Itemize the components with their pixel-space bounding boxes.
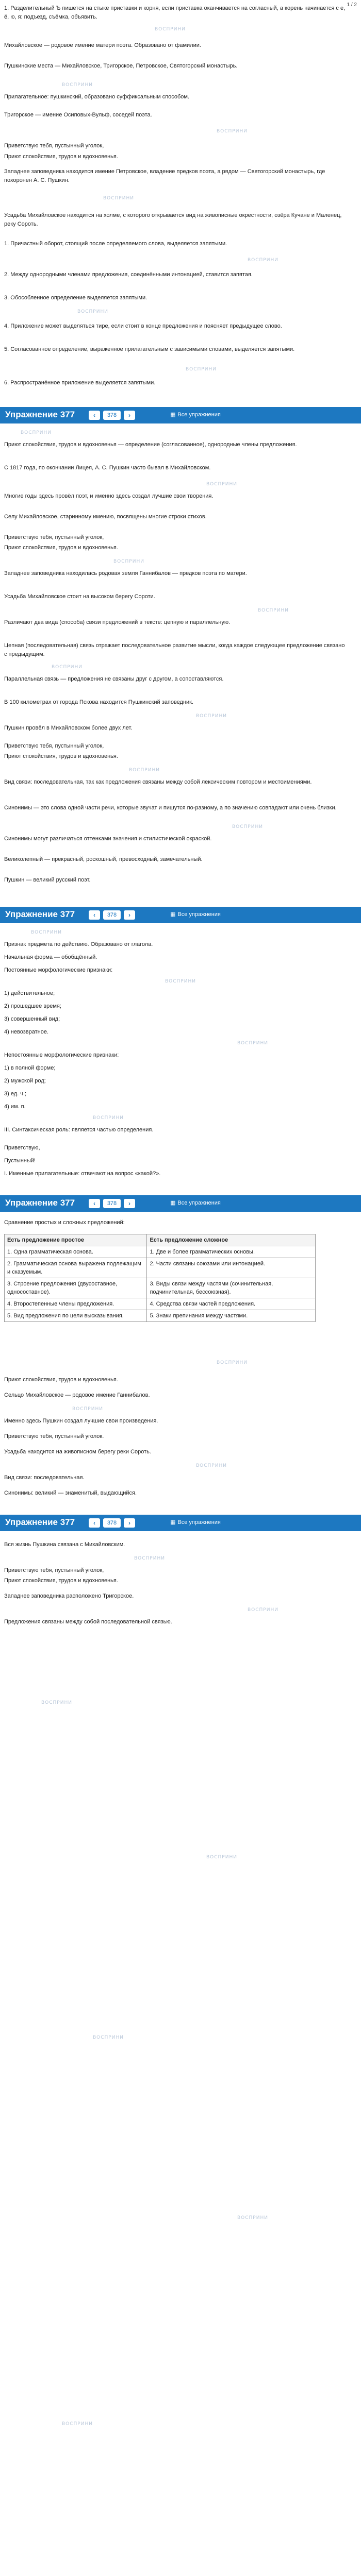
paragraph: Приветствую тебя, пустынный уголок, [4, 1567, 104, 1573]
all-exercises-label: Все упражнения [177, 1199, 221, 1206]
table-cell: 1. Две и более грамматических основы. [147, 1246, 316, 1258]
table-cell: 4. Второстепенные члены предложения. [5, 1298, 147, 1310]
watermark: ВОСПРИНИ [248, 258, 278, 263]
paragraph: Приветствую тебя, пустынный уголок. [4, 1433, 104, 1439]
paragraph: 1) в полной форме; [4, 1065, 56, 1071]
paragraph: Параллельная связь — предложения не связаны друг с другом, а сопоставляются. [4, 676, 224, 682]
table-intro: Сравнение простых и сложных предложений: [4, 1219, 125, 1226]
table-cell: 1. Одна грамматическая основа. [5, 1246, 147, 1258]
paragraph: Усадьба Михайловское находится на холме, с которого открывается вид на живописные окрестности, озёра Кучане и Маленец, реку Сороть. [4, 212, 342, 227]
table-row [5, 1246, 316, 1258]
prev-exercise-button[interactable] [89, 1199, 100, 1208]
paragraph: I. Именные прилагательные: отвечают на вопрос «какой?». [4, 1171, 161, 1177]
grid-icon: ▦ [170, 1519, 176, 1526]
paragraph: 4) невозвратное. [4, 1029, 49, 1035]
table-header-cell: Есть предложение сложное [147, 1234, 316, 1246]
paragraph: Вся жизнь Пушкина связана с Михайловским. [4, 1541, 125, 1548]
grid-icon: ▦ [170, 911, 176, 918]
watermark: ВОСПРИНИ [217, 129, 248, 134]
paragraph: 3) совершенный вид; [4, 1016, 60, 1022]
paragraph: 1) действительное; [4, 990, 55, 996]
paragraph: Михайловское — родовое имение матери поэта. Образовано от фамилии. [4, 42, 201, 48]
all-exercises-label: Все упражнения [177, 911, 221, 918]
paragraph: Западнее заповедника расположено Тригорское. [4, 1593, 134, 1599]
next-exercise-button[interactable] [124, 411, 135, 420]
page-number: 1 / 2 [347, 2, 357, 8]
exercise-number: 378 [103, 1199, 121, 1208]
table-row [5, 1298, 316, 1310]
table-cell: 2. Части связаны союзами или интонацией. [147, 1258, 316, 1278]
exercise-title: Упражнение 377 [5, 909, 75, 919]
paragraph: Синонимы могут различаться оттенками значения и стилистической окраской. [4, 836, 212, 842]
watermark: ВОСПРИНИ [232, 824, 263, 829]
paragraph: 2) мужской род; [4, 1078, 46, 1084]
all-exercises-label: Все упражнения [177, 1519, 221, 1526]
prev-exercise-button[interactable] [89, 1518, 100, 1528]
paragraph: 1. Разделительный Ъ пишется на стыке приставки и корня, если приставка оканчивается на согласный, а корень начинается с е, ё, ю, я: подъезд, съёмка, объявить. [4, 5, 346, 20]
paragraph: Прилагательное: пушкинский, образовано суффиксальным способом. [4, 94, 190, 100]
paragraph: Тригорское — имение Осиповых-Вульф, соседей поэта. [4, 112, 152, 118]
paragraph: Синонимы: великий — знаменитый, выдающийся. [4, 1490, 137, 1496]
paragraph: Приют спокойствия, трудов и вдохновенья. [4, 545, 118, 551]
paragraph: Синонимы — это слова одной части речи, которые звучат и пишутся по-разному, а по значению совпадают или очень близки. [4, 805, 337, 811]
next-exercise-button[interactable] [124, 1199, 135, 1208]
table-header-cell: Есть предложение простое [5, 1234, 147, 1246]
watermark: ВОСПРИНИ [129, 768, 160, 773]
exercise-nav [89, 1199, 135, 1208]
watermark: ВОСПРИНИ [52, 665, 83, 670]
table-header-row [5, 1234, 316, 1246]
paragraph: Западнее заповедника находилась родовая земля Ганнибалов — предков поэта по матери. [4, 570, 247, 577]
watermark: ВОСПРИНИ [93, 1115, 124, 1121]
paragraph: 4) им. п. [4, 1104, 26, 1110]
paragraph: Приветствую тебя, пустынный уголок, [4, 143, 104, 149]
exercise-header [0, 1515, 361, 1531]
paragraph: Приветствую тебя, пустынный уголок, [4, 534, 104, 540]
paragraph: 2. Между однородными членами предложения, соединёнными интонацией, ставится запятая. [4, 272, 253, 278]
paragraph: Приют спокойствия, трудов и вдохновенья — определение (согласованное), однородные члены предложения. [4, 442, 297, 448]
paragraph: Приветствую, [4, 1145, 40, 1151]
paragraph: 2) прошедшее время; [4, 1003, 61, 1009]
exercise-nav [89, 411, 135, 420]
paragraph: 4. Приложение может выделяться тире, если стоит в конце предложения и поясняет предыдущее слово. [4, 323, 282, 329]
watermark: ВОСПРИНИ [113, 559, 144, 564]
paragraph: Приют спокойствия, трудов и вдохновенья. [4, 154, 118, 160]
chevron-right-icon: › [128, 412, 130, 419]
comparison-table [4, 1234, 316, 1322]
watermark: ВОСПРИНИ [196, 1463, 227, 1468]
paragraph: Непостоянные морфологические признаки: [4, 1052, 119, 1058]
paragraph: В 100 километрах от города Пскова находится Пушкинский заповедник. [4, 699, 194, 705]
exercise-nav [89, 910, 135, 920]
paragraph: Приют спокойствия, трудов и вдохновенья. [4, 1578, 118, 1584]
chevron-left-icon: ‹ [93, 412, 95, 419]
exercise-title: Упражнение 377 [5, 1517, 75, 1527]
watermark: ВОСПРИНИ [248, 1607, 278, 1613]
next-exercise-button[interactable] [124, 1518, 135, 1528]
watermark: ВОСПРИНИ [21, 430, 52, 435]
exercise-number: 378 [103, 411, 121, 420]
paragraph: 6. Распространённое приложение выделяется запятыми. [4, 380, 156, 386]
table-row [5, 1278, 316, 1298]
paragraph: 3) ед. ч.; [4, 1091, 27, 1097]
watermark: ВОСПРИНИ [93, 2035, 124, 2040]
next-exercise-button[interactable] [124, 910, 135, 920]
watermark: ВОСПРИНИ [206, 1855, 237, 1860]
table-cell: 5. Знаки препинания между частями. [147, 1310, 316, 1322]
table-cell: 2. Грамматическая основа выражена подлежащим и сказуемым. [5, 1258, 147, 1278]
paragraph: Приветствую тебя, пустынный уголок, [4, 743, 104, 749]
watermark: ВОСПРИНИ [41, 1700, 72, 1705]
paragraph: Цепная (последовательная) связь отражает последовательное развитие мысли, когда каждое следующее предложение связано с предыдущим. [4, 642, 345, 657]
exercise-header [0, 1195, 361, 1212]
paragraph: Именно здесь Пушкин создал лучшие свои произведения. [4, 1418, 158, 1424]
paragraph: Постоянные морфологические признаки: [4, 967, 113, 973]
watermark: ВОСПРИНИ [237, 1041, 268, 1046]
table-cell: 3. Строение предложения (двусоставное, односоставное). [5, 1278, 147, 1298]
watermark: ВОСПРИНИ [77, 309, 108, 314]
paragraph: Приют спокойствия, трудов и вдохновенья. [4, 753, 118, 759]
paragraph: Различают два вида (способа) связи предложений в тексте: цепную и параллельную. [4, 619, 231, 625]
watermark: ВОСПРИНИ [155, 27, 186, 32]
watermark: ВОСПРИНИ [258, 608, 289, 613]
grid-icon: ▦ [170, 412, 176, 418]
paragraph: 5. Согласованное определение, выраженное прилагательным с зависимыми словами, выделяется запятыми. [4, 346, 295, 352]
paragraph: Западнее заповедника находится имение Петровское, владение предков поэта, а рядом — Святогорский монастырь, где похоронен А. С. Пушкин. [4, 168, 325, 183]
paragraph: Пустынный! [4, 1158, 36, 1164]
watermark: ВОСПРИНИ [134, 1556, 165, 1561]
chevron-left-icon: ‹ [93, 1200, 95, 1207]
paragraph: Сельцо Михайловское — родовое имение Ганнибалов. [4, 1392, 150, 1398]
exercise-title: Упражнение 377 [5, 410, 75, 419]
table-cell: 3. Виды связи между частями (сочинительная, подчинительная, бессоюзная). [147, 1278, 316, 1298]
watermark: ВОСПРИНИ [217, 1360, 248, 1365]
paragraph: Признак предмета по действию. Образовано от глагола. [4, 941, 153, 947]
grid-icon: ▦ [170, 1200, 176, 1206]
paragraph: 1. Причастный оборот, стоящий после определяемого слова, выделяется запятыми. [4, 241, 227, 247]
exercise-header [0, 407, 361, 423]
table-cell: 5. Вид предложения по цели высказывания. [5, 1310, 147, 1322]
all-exercises-link[interactable] [170, 411, 221, 418]
paragraph: Приют спокойствия, трудов и вдохновенья. [4, 1377, 118, 1383]
exercise-header [0, 907, 361, 923]
prev-exercise-button[interactable] [89, 910, 100, 920]
paragraph: Предложения связаны между собой последовательной связью. [4, 1619, 172, 1625]
all-exercises-link[interactable] [170, 1199, 221, 1206]
exercise-number: 378 [103, 1518, 121, 1528]
paragraph: III. Синтаксическая роль: является частью определения. [4, 1127, 154, 1133]
paragraph: Усадьба Михайловское стоит на высоком берегу Сороти. [4, 594, 155, 600]
paragraph: Усадьба находится на живописном берегу реки Сороть. [4, 1449, 151, 1455]
chevron-right-icon: › [128, 1519, 130, 1527]
paragraph: Пушкин провёл в Михайловском более двух лет. [4, 725, 133, 731]
table-row [5, 1310, 316, 1322]
exercise-nav [89, 1518, 135, 1528]
watermark: ВОСПРИНИ [72, 1406, 103, 1412]
watermark: ВОСПРИНИ [62, 82, 93, 88]
paragraph: Великолепный — прекрасный, роскошный, превосходный, замечательный. [4, 856, 203, 862]
paragraph: Пушкинские места — Михайловское, Тригорское, Петровское, Святогорский монастырь. [4, 63, 238, 69]
paragraph: Начальная форма — обобщённый. [4, 954, 97, 960]
paragraph: Вид связи: последовательная, так как предложения связаны между собой лексическим повтором и местоимениями. [4, 779, 312, 785]
watermark: ВОСПРИНИ [237, 2215, 268, 2221]
all-exercises-link[interactable] [170, 911, 221, 918]
table-row [5, 1258, 316, 1278]
chevron-right-icon: › [128, 911, 130, 919]
all-exercises-link[interactable] [170, 1519, 221, 1526]
watermark: ВОСПРИНИ [31, 930, 62, 935]
watermark: ВОСПРИНИ [186, 367, 217, 372]
prev-exercise-button[interactable] [89, 411, 100, 420]
chevron-right-icon: › [128, 1200, 130, 1207]
watermark: ВОСПРИНИ [206, 482, 237, 487]
paragraph: Селу Михайловское, старинному имению, посвящены многие строки стихов. [4, 514, 207, 520]
watermark: ВОСПРИНИ [196, 714, 227, 719]
watermark: ВОСПРИНИ [103, 196, 134, 201]
watermark: ВОСПРИНИ [165, 979, 196, 984]
chevron-left-icon: ‹ [93, 1519, 95, 1527]
paragraph: Вид связи: последовательная. [4, 1475, 85, 1481]
table-cell: 4. Средства связи частей предложения. [147, 1298, 316, 1310]
paragraph: С 1817 года, по окончании Лицея, А. С. Пушкин часто бывал в Михайловском. [4, 465, 211, 471]
watermark: ВОСПРИНИ [62, 2421, 93, 2427]
exercise-title: Упражнение 377 [5, 1198, 75, 1208]
exercise-number: 378 [103, 910, 121, 920]
paragraph: Пушкин — великий русский поэт. [4, 877, 91, 883]
all-exercises-label: Все упражнения [177, 411, 221, 418]
paragraph: 3. Обособленное определение выделяется запятыми. [4, 295, 147, 301]
paragraph: Многие годы здесь провёл поэт, и именно здесь создал лучшие свои творения. [4, 493, 214, 499]
chevron-left-icon: ‹ [93, 911, 95, 919]
